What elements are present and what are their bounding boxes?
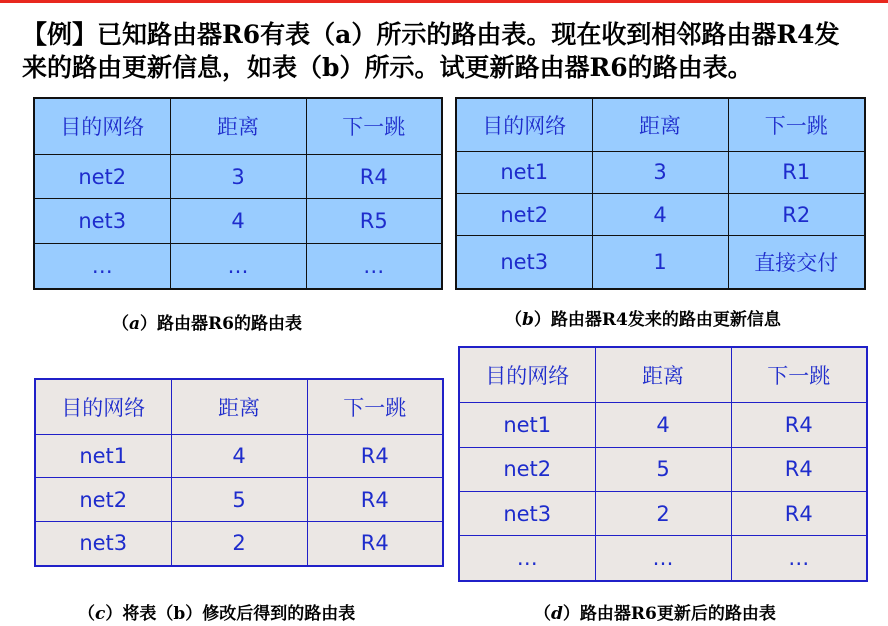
cell-next-hop: … <box>306 243 442 289</box>
cell-distance: 5 <box>595 447 731 491</box>
cell-destination: … <box>34 243 170 289</box>
cell-next-hop: R4 <box>731 403 867 447</box>
problem-line-2: 来的路由更新信息，如表（b）所示。试更新路由器R6的路由表。 <box>22 53 753 82</box>
cell-distance: 3 <box>592 151 728 193</box>
cell-distance: 4 <box>595 403 731 447</box>
cell-distance: 1 <box>592 236 728 289</box>
cell-next-hop: R4 <box>306 154 442 199</box>
cell-next-hop: R1 <box>728 151 865 193</box>
header-distance: 距离 <box>170 98 306 154</box>
caption-letter: c <box>95 604 106 624</box>
table-row <box>35 434 443 478</box>
cell-distance: 4 <box>171 434 307 478</box>
cell-distance: 2 <box>171 521 307 566</box>
problem-line-1: 【例】已知路由器R6有表（a）所示的路由表。现在收到相邻路由器R4发 <box>22 20 840 49</box>
table-row <box>35 478 443 522</box>
caption-text: 路由器R6的路由表 <box>157 314 302 334</box>
routing-table-c <box>34 378 444 567</box>
problem-statement <box>22 18 872 84</box>
table-row <box>34 154 442 199</box>
caption-table-a: （a）路由器R6的路由表 <box>112 314 302 334</box>
header-next-hop: 下一跳 <box>731 347 867 403</box>
cell-next-hop: R4 <box>307 434 443 478</box>
routing-table-d <box>458 346 868 582</box>
caption-table-b: （b）路由器R4发来的路由更新信息 <box>505 310 781 330</box>
table-row <box>34 199 442 244</box>
table-row <box>459 403 867 447</box>
header-next-hop: 下一跳 <box>728 98 865 151</box>
cell-next-hop: R5 <box>306 199 442 244</box>
caption-text: 路由器R6更新后的路由表 <box>579 604 776 624</box>
caption-letter: a <box>129 314 141 334</box>
cell-next-hop: … <box>731 536 867 581</box>
cell-destination: net3 <box>459 491 595 535</box>
caption-letter: d <box>551 604 563 624</box>
table-row <box>456 151 865 193</box>
table-row <box>456 193 865 235</box>
cell-next-hop: R4 <box>307 478 443 522</box>
header-distance: 距离 <box>592 98 728 151</box>
cell-destination: net2 <box>456 193 592 235</box>
cell-distance: 2 <box>595 491 731 535</box>
cell-distance: 5 <box>171 478 307 522</box>
header-destination: 目的网络 <box>34 98 170 154</box>
cell-distance: … <box>595 536 731 581</box>
table-row <box>459 447 867 491</box>
header-distance: 距离 <box>171 379 307 434</box>
header-destination: 目的网络 <box>456 98 592 151</box>
header-destination: 目的网络 <box>459 347 595 403</box>
routing-table-a <box>33 97 443 290</box>
header-next-hop: 下一跳 <box>306 98 442 154</box>
caption-text: 路由器R4发来的路由更新信息 <box>550 310 781 330</box>
cell-destination: … <box>459 536 595 581</box>
cell-destination: net3 <box>456 236 592 289</box>
cell-destination: net1 <box>459 403 595 447</box>
table-row <box>35 521 443 566</box>
cell-next-hop: R2 <box>728 193 865 235</box>
cell-distance: … <box>170 243 306 289</box>
cell-distance: 4 <box>170 199 306 244</box>
cell-destination: net2 <box>459 447 595 491</box>
cell-destination: net1 <box>35 434 171 478</box>
table-row <box>34 243 442 289</box>
cell-destination: net1 <box>456 151 592 193</box>
cell-next-hop: R4 <box>731 447 867 491</box>
table-row <box>456 236 865 289</box>
cell-next-hop: R4 <box>307 521 443 566</box>
cell-distance: 4 <box>592 193 728 235</box>
table-header-row <box>456 98 865 151</box>
header-destination: 目的网络 <box>35 379 171 434</box>
routing-table-b <box>455 97 866 290</box>
cell-destination: net2 <box>35 478 171 522</box>
cell-destination: net3 <box>34 199 170 244</box>
caption-table-c: （c）将表（b）修改后得到的路由表 <box>78 604 356 624</box>
table-header-row <box>34 98 442 154</box>
header-distance: 距离 <box>595 347 731 403</box>
cell-distance: 3 <box>170 154 306 199</box>
cell-next-hop: R4 <box>731 491 867 535</box>
cell-destination: net3 <box>35 521 171 566</box>
caption-text: 将表（b）修改后得到的路由表 <box>122 604 356 624</box>
table-header-row <box>35 379 443 434</box>
table-header-row <box>459 347 867 403</box>
cell-destination: net2 <box>34 154 170 199</box>
caption-table-d: （d）路由器R6更新后的路由表 <box>534 604 776 624</box>
table-row <box>459 491 867 535</box>
header-next-hop: 下一跳 <box>307 379 443 434</box>
top-rule <box>0 0 888 3</box>
caption-letter: b <box>522 310 534 330</box>
cell-next-hop: 直接交付 <box>728 236 865 289</box>
table-row <box>459 536 867 581</box>
